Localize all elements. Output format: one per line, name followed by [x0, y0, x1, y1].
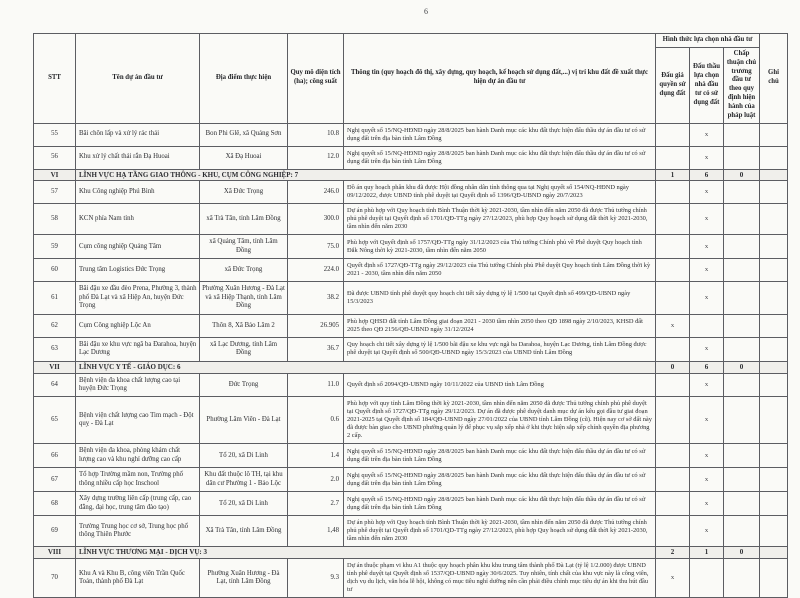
mark-approval-cell [724, 373, 760, 397]
project-area: 9.3 [288, 559, 344, 598]
project-number: 70 [34, 559, 76, 598]
mark-approval-cell [724, 259, 760, 282]
mark-auction-cell [656, 492, 690, 516]
project-name: Xây dựng trường liên cấp (trung cấp, cao đẳng, đại học, trung tâm đào tạo) [76, 492, 200, 516]
mark-approval-cell [724, 314, 760, 337]
mark-bidding-cell [690, 559, 724, 598]
mark-bidding-cell: x [690, 259, 724, 282]
project-row [34, 468, 788, 492]
project-note-cell [760, 146, 788, 169]
project-area: 75.0 [288, 235, 344, 259]
section-total-approval: 0 [724, 547, 760, 559]
mark-auction-cell [656, 373, 690, 397]
mark-auction-cell [656, 259, 690, 282]
project-area: 11.0 [288, 373, 344, 397]
header-auction: Đấu giá quyền sử dụng đất [656, 48, 690, 124]
section-note-cell [760, 547, 788, 559]
project-area: 224.0 [288, 259, 344, 282]
project-name: Khu xử lý chất thải rắn Đạ Huoai [76, 146, 200, 169]
project-name: Trung tâm Logistics Đức Trọng [76, 259, 200, 282]
section-note-cell [760, 361, 788, 373]
project-row [34, 559, 788, 598]
project-info: Phù hợp QHSD đất tỉnh Lâm Đồng giai đoạn 2021 - 2030 tầm nhìn 2050 theo QĐ 1898 ngày 2/10/2023, KHSD đất 2025 theo QĐ 2156/QĐ-UBND ngày 31/12/2024 [344, 314, 656, 337]
project-location: Xã Đức Trọng [200, 181, 288, 204]
mark-auction-cell: x [656, 314, 690, 337]
mark-auction-cell [656, 123, 690, 146]
project-note-cell [760, 397, 788, 444]
section-code: VII [34, 361, 76, 373]
project-area: 300.0 [288, 204, 344, 235]
page-number: 6 [424, 7, 428, 16]
project-row [34, 492, 788, 516]
mark-auction-cell [656, 397, 690, 444]
project-row [34, 146, 788, 169]
project-location: Tổ 20, xã Di Linh [200, 492, 288, 516]
project-info: Quyết định số 1727/QĐ-TTg ngày 29/12/2023 của Thủ tướng Chính phủ Phê duyệt Quy hoạch tỉnh Lâm Đồng thời kỳ 2021 - 2030, tầm nhìn đến năm 2050 [344, 259, 656, 282]
mark-bidding-cell: x [690, 123, 724, 146]
project-location: Thôn 8, Xã Bảo Lâm 2 [200, 314, 288, 337]
project-info: Nghị quyết số 15/NQ-HĐND ngày 28/8/2025 ban hành Danh mục các khu đất thực hiện đấu thầu dự án đầu tư có sử dụng đất trên địa bàn tỉnh Lâm Đồng [344, 444, 656, 468]
mark-approval-cell [724, 444, 760, 468]
section-total-approval: 0 [724, 169, 760, 181]
section-total-bidding: 6 [690, 169, 724, 181]
section-header-row [34, 547, 788, 559]
project-info: Nghị quyết số 15/NQ-HĐND ngày 28/8/2025 ban hành Danh mục các khu đất thực hiện đấu thầu dự án đầu tư có sử dụng đất trên địa bàn tỉnh Lâm Đồng [344, 492, 656, 516]
project-location: Đức Trọng [200, 373, 288, 397]
project-number: 58 [34, 204, 76, 235]
section-title: LĨNH VỰC HẠ TẦNG GIAO THÔNG - KHU, CỤM CÔNG NGHIỆP: 7 [76, 169, 656, 181]
project-info: Phù hợp với Quyết định số 1757/QĐ-TTg ngày 31/12/2023 của Thủ tướng Chính phủ về Phê duyệt Quy hoạch tỉnh Đắk Nông thời kỳ 2021-2030, tầm nhìn đến năm 2050 [344, 235, 656, 259]
project-note-cell [760, 181, 788, 204]
project-area: 12.0 [288, 146, 344, 169]
project-info: Dự án phù hợp với Quy hoạch tỉnh Bình Thuận thời kỳ 2021-2030, tầm nhìn đến năm 2050 đã được Thủ tướng chính phủ phê duyệt tại Quyết định số 1701/QD-TTg ngày 27/12/2023, phù hợp Quy hoạch sử dụng đất thời kỳ 2021-2030, tầm nhìn đến năm 2030 [344, 516, 656, 547]
mark-approval-cell [724, 146, 760, 169]
project-number: 68 [34, 492, 76, 516]
mark-auction-cell [656, 235, 690, 259]
project-name: Bãi đậu xe khu vực ngã ba Đarahoa, huyện Lạc Dương [76, 337, 200, 361]
mark-approval-cell [724, 337, 760, 361]
project-info: Quy hoạch chi tiết xây dựng tỷ lệ 1/500 bãi đậu xe khu vực ngã ba Darahoa, huyện Lạc Dương, tỉnh Lâm Đồng được phê duyệt tại Quyết định số 500/QĐ-UBND ngày 15/3/2023 của UBND tỉnh Lâm Đồng [344, 337, 656, 361]
project-name: KCN phía Nam tỉnh [76, 204, 200, 235]
project-location: Phường Lâm Viên - Đà Lạt [200, 397, 288, 444]
project-location: Phường Xuân Hương - Đà Lạt, tỉnh Lâm Đồng [200, 559, 288, 598]
project-location: Khu đất thuộc lô TH, tại khu dân cư Phường 1 - Bảo Lộc [200, 468, 288, 492]
mark-approval-cell [724, 559, 760, 598]
project-name: Cụm công nghiệp Quảng Tâm [76, 235, 200, 259]
project-row [34, 337, 788, 361]
section-total-bidding: 1 [690, 547, 724, 559]
project-number: 57 [34, 181, 76, 204]
project-note-cell [760, 204, 788, 235]
section-total-bidding: 6 [690, 361, 724, 373]
mark-bidding-cell: x [690, 444, 724, 468]
project-number: 64 [34, 373, 76, 397]
project-name: Cụm Công nghiệp Lộc An [76, 314, 200, 337]
project-row [34, 204, 788, 235]
project-area: 246.0 [288, 181, 344, 204]
header-bidding: Đấu thầu lựa chọn nhà đầu tư có sử dụng đất [690, 48, 724, 124]
project-name: Bệnh viện chất lượng cao Tim mạch - Đột quỵ - Đà Lạt [76, 397, 200, 444]
project-number: 66 [34, 444, 76, 468]
mark-approval-cell [724, 204, 760, 235]
mark-bidding-cell: x [690, 397, 724, 444]
project-info: Đã được UBND tỉnh phê duyệt quy hoạch chi tiết xây dựng tỷ lệ 1/500 tại Quyết định số 499/QĐ-UBND ngày 15/3/2023 [344, 282, 656, 314]
project-area: 2.7 [288, 492, 344, 516]
mark-auction-cell: x [656, 559, 690, 598]
project-row [34, 314, 788, 337]
mark-approval-cell [724, 492, 760, 516]
project-area: 38.2 [288, 282, 344, 314]
project-area: 1,48 [288, 516, 344, 547]
project-info: Dự án thuộc phạm vi khu A1 thuộc quy hoạch phân khu khu trung tâm thành phố Đà Lạt (tỷ lệ 1/2.000) được UBND tỉnh phê duyệt tại Quyết định số 1537/QD-UBND ngày 30/6/2025. Tuy nhiên, tính chất của khu vực này là công viên, dịch vụ du lịch, văn hóa lễ hội, không có mục tiêu nghỉ dưỡng nên cần phải điều chỉnh mục tiêu dự án khi thu hút đầu tư [344, 559, 656, 598]
section-total-auction: 2 [656, 547, 690, 559]
project-number: 56 [34, 146, 76, 169]
section-total-approval: 0 [724, 361, 760, 373]
project-note-cell [760, 516, 788, 547]
project-row [34, 123, 788, 146]
project-row [34, 181, 788, 204]
project-number: 69 [34, 516, 76, 547]
mark-bidding-cell: x [690, 146, 724, 169]
project-info: Nghị quyết số 15/NQ-HĐND ngày 28/8/2025 ban hành Danh mục các khu đất thực hiện đấu thầu dự án đầu tư có sử dụng đất trên địa bàn tỉnh Lâm Đồng [344, 123, 656, 146]
header-area: Quy mô diện tích (ha); công suất [288, 34, 344, 124]
project-row [34, 235, 788, 259]
project-row [34, 373, 788, 397]
section-header-row [34, 361, 788, 373]
mark-bidding-cell: x [690, 181, 724, 204]
mark-bidding-cell [690, 314, 724, 337]
section-title: LĨNH VỰC THƯƠNG MẠI - DỊCH VỤ: 3 [76, 547, 656, 559]
mark-approval-cell [724, 181, 760, 204]
section-code: VIII [34, 547, 76, 559]
project-note-cell [760, 337, 788, 361]
section-header-row [34, 169, 788, 181]
project-info: Nghị quyết số 15/NQ-HĐND ngày 28/8/2025 ban hành Danh mục các khu đất thực hiện đấu thầu dự án đầu tư có sử dụng đất trên địa bàn tỉnh Lâm Đồng [344, 146, 656, 169]
header-info: Thông tin (quy hoạch đô thị, xây dựng, quy hoạch, kế hoạch sử dụng đất,...) vị trí khu đất đề xuất thực hiện dự án đầu tư [344, 34, 656, 124]
section-code: VI [34, 169, 76, 181]
mark-bidding-cell: x [690, 468, 724, 492]
header-approval: Chấp thuận chủ trương đầu tư theo quy định hiện hành của pháp luật [724, 48, 760, 124]
project-info: Dự án phù hợp với Quy hoạch tỉnh Bình Thuận thời kỳ 2021-2030, tầm nhìn đến năm 2050 đã được Thủ tướng chính phủ phê duyệt tại Quyết định số 1701/QĐ-TTg ngày 27/12/2023, phù hợp Quy hoạch sử dụng đất thời kỳ 2021-2030, tầm nhìn đến năm 2030 [344, 204, 656, 235]
project-name: Bệnh viện đa khoa chất lượng cao tại huyện Đức Trọng [76, 373, 200, 397]
project-location: xã Trà Tân, tỉnh Lâm Đồng [200, 204, 288, 235]
project-number: 61 [34, 282, 76, 314]
project-row [34, 397, 788, 444]
project-location: Xã Đạ Huoai [200, 146, 288, 169]
header-note: Ghi chú [760, 34, 788, 124]
project-info: Nghị quyết số 15/NQ-HĐND ngày 28/8/2025 ban hành Danh mục các khu đất thực hiện đấu thầu dự án đầu tư có sử dụng đất trên địa bàn tỉnh Lâm Đồng [344, 468, 656, 492]
mark-approval-cell [724, 282, 760, 314]
mark-auction-cell [656, 204, 690, 235]
project-name: Bãi chôn lấp và xử lý rác thải [76, 123, 200, 146]
project-name: Trường Trung học cơ sở, Trung học phổ thông Thiên Phước [76, 516, 200, 547]
project-location: xã Đức Trọng [200, 259, 288, 282]
project-location: Xã Trà Tân, tỉnh Lâm Đồng [200, 516, 288, 547]
project-number: 67 [34, 468, 76, 492]
project-info: Phù hợp với quy tỉnh Lâm Đồng thời kỳ 2021-2030, tầm nhìn đến năm 2050 đã được Thủ tướng chính phủ phê duyệt tại Quyết định số 1727/QĐ-TTg ngày 29/12/2023. Dự án đã được phê duyệt danh mục dự án kêu gọi đầu tư giai đoạn 2021-2025 tại Quyết định số 184/QĐ-UBND ngày 27/01/2022 của UBND tỉnh Lâm Đồng (cũ). Hiện nay cơ sở đất này đã được bàn giao cho UBND phường quản lý để phục vụ sắp xếp nhà ở khi thực hiện sắp xếp chính quyền địa phương 2 cấp. [344, 397, 656, 444]
mark-auction-cell [656, 282, 690, 314]
project-row [34, 259, 788, 282]
project-name: Khu Công nghiệp Phú Bình [76, 181, 200, 204]
mark-auction-cell [656, 516, 690, 547]
project-number: 59 [34, 235, 76, 259]
mark-approval-cell [724, 468, 760, 492]
project-note-cell [760, 235, 788, 259]
mark-bidding-cell: x [690, 337, 724, 361]
project-number: 65 [34, 397, 76, 444]
project-number: 62 [34, 314, 76, 337]
mark-approval-cell [724, 123, 760, 146]
mark-approval-cell [724, 235, 760, 259]
mark-auction-cell [656, 444, 690, 468]
header-stt: STT [34, 34, 76, 124]
project-number: 55 [34, 123, 76, 146]
investment-projects-table [33, 33, 788, 598]
project-info: Đồ án quy hoạch phân khu đã được Hội đồng nhân dân tỉnh thông qua tại Nghị quyết số 154/NQ-HĐND ngày 09/12/2022, được UBND tỉnh phê duyệt tại Quyết định số 1396/QĐ-UBND ngày 20/7/2023 [344, 181, 656, 204]
mark-bidding-cell: x [690, 373, 724, 397]
project-note-cell [760, 259, 788, 282]
mark-auction-cell [656, 337, 690, 361]
project-area: 1.4 [288, 444, 344, 468]
project-info: Quyết định số 2094/QĐ-UBND ngày 10/11/2022 của UBND tỉnh Lâm Đồng [344, 373, 656, 397]
project-note-cell [760, 559, 788, 598]
project-location: Bon Phi Glê, xã Quảng Sơn [200, 123, 288, 146]
mark-auction-cell [656, 146, 690, 169]
project-name: Bãi đậu xe đầu đèo Prena, Phường 3, thành phố Đà Lạt và xã Hiệp An, huyện Đức Trọng [76, 282, 200, 314]
section-total-auction: 1 [656, 169, 690, 181]
project-note-cell [760, 468, 788, 492]
project-area: 26.905 [288, 314, 344, 337]
mark-bidding-cell: x [690, 282, 724, 314]
section-title: LĨNH VỰC Y TẾ - GIÁO DỤC: 6 [76, 361, 656, 373]
project-name: Khu A và Khu B, công viên Trần Quốc Toản, thành phố Đà Lạt [76, 559, 200, 598]
project-row [34, 444, 788, 468]
project-area: 10.8 [288, 123, 344, 146]
project-note-cell [760, 492, 788, 516]
project-name: Bệnh viện đa khoa, phòng khám chất lượng cao và khu nghỉ dưỡng cao cấp [76, 444, 200, 468]
project-note-cell [760, 314, 788, 337]
project-row [34, 516, 788, 547]
project-note-cell [760, 123, 788, 146]
table-header-group-row [34, 34, 788, 48]
project-area: 2.0 [288, 468, 344, 492]
project-note-cell [760, 373, 788, 397]
project-note-cell [760, 444, 788, 468]
project-area: 36.7 [288, 337, 344, 361]
project-note-cell [760, 282, 788, 314]
header-project-name: Tên dự án đầu tư [76, 34, 200, 124]
project-location: xã Quảng Tâm, tỉnh Lâm Đồng [200, 235, 288, 259]
mark-bidding-cell: x [690, 516, 724, 547]
header-selection-method-group: Hình thức lựa chọn nhà đầu tư [656, 34, 760, 48]
mark-approval-cell [724, 516, 760, 547]
project-area: 0.6 [288, 397, 344, 444]
project-number: 63 [34, 337, 76, 361]
project-number: 60 [34, 259, 76, 282]
section-note-cell [760, 169, 788, 181]
mark-auction-cell [656, 468, 690, 492]
mark-bidding-cell: x [690, 492, 724, 516]
project-location: Tổ 20, xã Di Linh [200, 444, 288, 468]
project-location: xã Lạc Dương, tỉnh Lâm Đồng [200, 337, 288, 361]
project-row [34, 282, 788, 314]
mark-approval-cell [724, 397, 760, 444]
mark-bidding-cell: x [690, 204, 724, 235]
mark-auction-cell [656, 181, 690, 204]
section-total-auction: 0 [656, 361, 690, 373]
mark-bidding-cell: x [690, 235, 724, 259]
header-location: Địa điểm thực hiện [200, 34, 288, 124]
project-location: Phường Xuân Hương - Đà Lạt và xã Hiệp Thạnh, tỉnh Lâm Đồng [200, 282, 288, 314]
project-name: Tổ hợp Trường mầm non, Trường phổ thông nhiều cấp học Inschool [76, 468, 200, 492]
